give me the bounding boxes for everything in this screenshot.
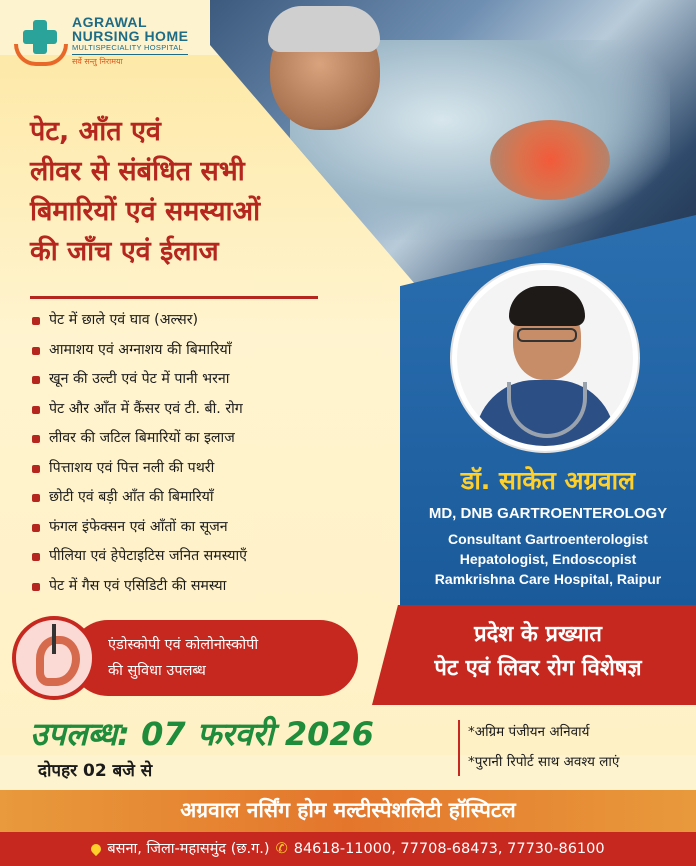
logo-name-line1: AGRAWAL	[72, 14, 148, 30]
footer-address: बसना, जिला-महासमुंद (छ.ग.)	[107, 841, 270, 857]
logo-sub: MULTISPECIALITY HOSPITAL	[72, 43, 183, 52]
headline-underline	[30, 296, 318, 299]
services-list	[32, 306, 247, 601]
service-item: पेट और आँत में कैंसर एवं टी. बी. रोग	[32, 395, 247, 425]
hospital-logo	[14, 14, 188, 68]
endoscopy-illustration-icon	[12, 616, 96, 700]
location-pin-icon	[89, 842, 103, 856]
doctor-detail-line1: Consultant Gartroenterologist	[448, 531, 648, 547]
doctor-detail-line2: Hepatologist, Endoscopist	[459, 551, 637, 567]
service-item: पित्ताशय एवं पित्त नली की पथरी	[32, 454, 247, 484]
service-item: आमाशय एवं अग्नाशय की बिमारियाँ	[32, 336, 247, 366]
service-item: पीलिया एवं हेपेटाइटिस जनित समस्याएँ	[32, 542, 247, 572]
doctor-degree: MD, DNB GARTROENTEROLOGY	[428, 505, 668, 522]
service-item: छोटी एवं बड़ी आँत की बिमारियाँ	[32, 483, 247, 513]
service-item: पेट में छाले एवं घाव (अल्सर)	[32, 306, 247, 336]
headline	[30, 112, 360, 272]
specialist-line1: प्रदेश के प्रख्यात	[474, 622, 602, 647]
doctor-detail-line3: Ramkrishna Care Hospital, Raipur	[434, 571, 662, 587]
logo-tagline: सर्वे सन्तु निरामया	[72, 54, 188, 67]
service-item: पेट में गैस एवं एसिडिटी की समस्या	[32, 572, 247, 602]
service-item: खून की उल्टी एवं पेट में पानी भरना	[32, 365, 247, 395]
availability-date: उपलब्ध: 07 फरवरी 2026	[30, 715, 374, 753]
doctor-photo	[452, 265, 638, 451]
phone-icon: ✆	[275, 841, 288, 857]
medical-cross-icon	[14, 14, 68, 68]
facility-text	[108, 632, 358, 684]
headline-line2: लीवर से संबंधित सभी	[30, 156, 245, 187]
doctor-details	[400, 529, 696, 589]
headline-line4: की जाँच एवं ईलाज	[30, 236, 219, 267]
headline-line3: बिमारियों एवं समस्याओं	[30, 196, 261, 227]
facility-line1: एंडोस्कोपी एवं कोलोनोस्कोपी	[108, 637, 259, 653]
facility-line2: की सुविधा उपलब्ध	[108, 663, 206, 679]
headline-line1: पेट, आँत एवं	[30, 116, 161, 147]
notes-divider	[458, 720, 460, 776]
doctor-name: डॉ. साकेत अग्रवाल	[460, 466, 636, 495]
pain-hand	[490, 120, 610, 200]
note-registration: *अग्रिम पंजीयन अनिवार्य	[468, 724, 590, 740]
note-reports: *पुरानी रिपोर्ट साथ अवश्य लाएं	[468, 754, 620, 770]
logo-text	[72, 15, 188, 67]
service-item: लीवर की जटिल बिमारियों का इलाज	[32, 424, 247, 454]
footer-title: अग्रवाल नर्सिंग होम मल्टीस्पेशलिटी हॉस्पिटल	[180, 798, 516, 822]
availability-time: दोपहर 02 बजे से	[38, 761, 153, 781]
footer-phones[interactable]: 84618-11000, 77708-68473, 77730-86100	[293, 841, 605, 857]
specialist-line2: पेट एवं लिवर रोग विशेषज्ञ	[434, 656, 642, 681]
service-item: फंगल इंफेक्सन एवं आँतों का सूजन	[32, 513, 247, 543]
logo-name-line2: NURSING HOME	[72, 28, 189, 44]
patient-hair	[268, 6, 380, 52]
specialist-text	[380, 618, 696, 686]
footer-contact	[0, 838, 696, 858]
